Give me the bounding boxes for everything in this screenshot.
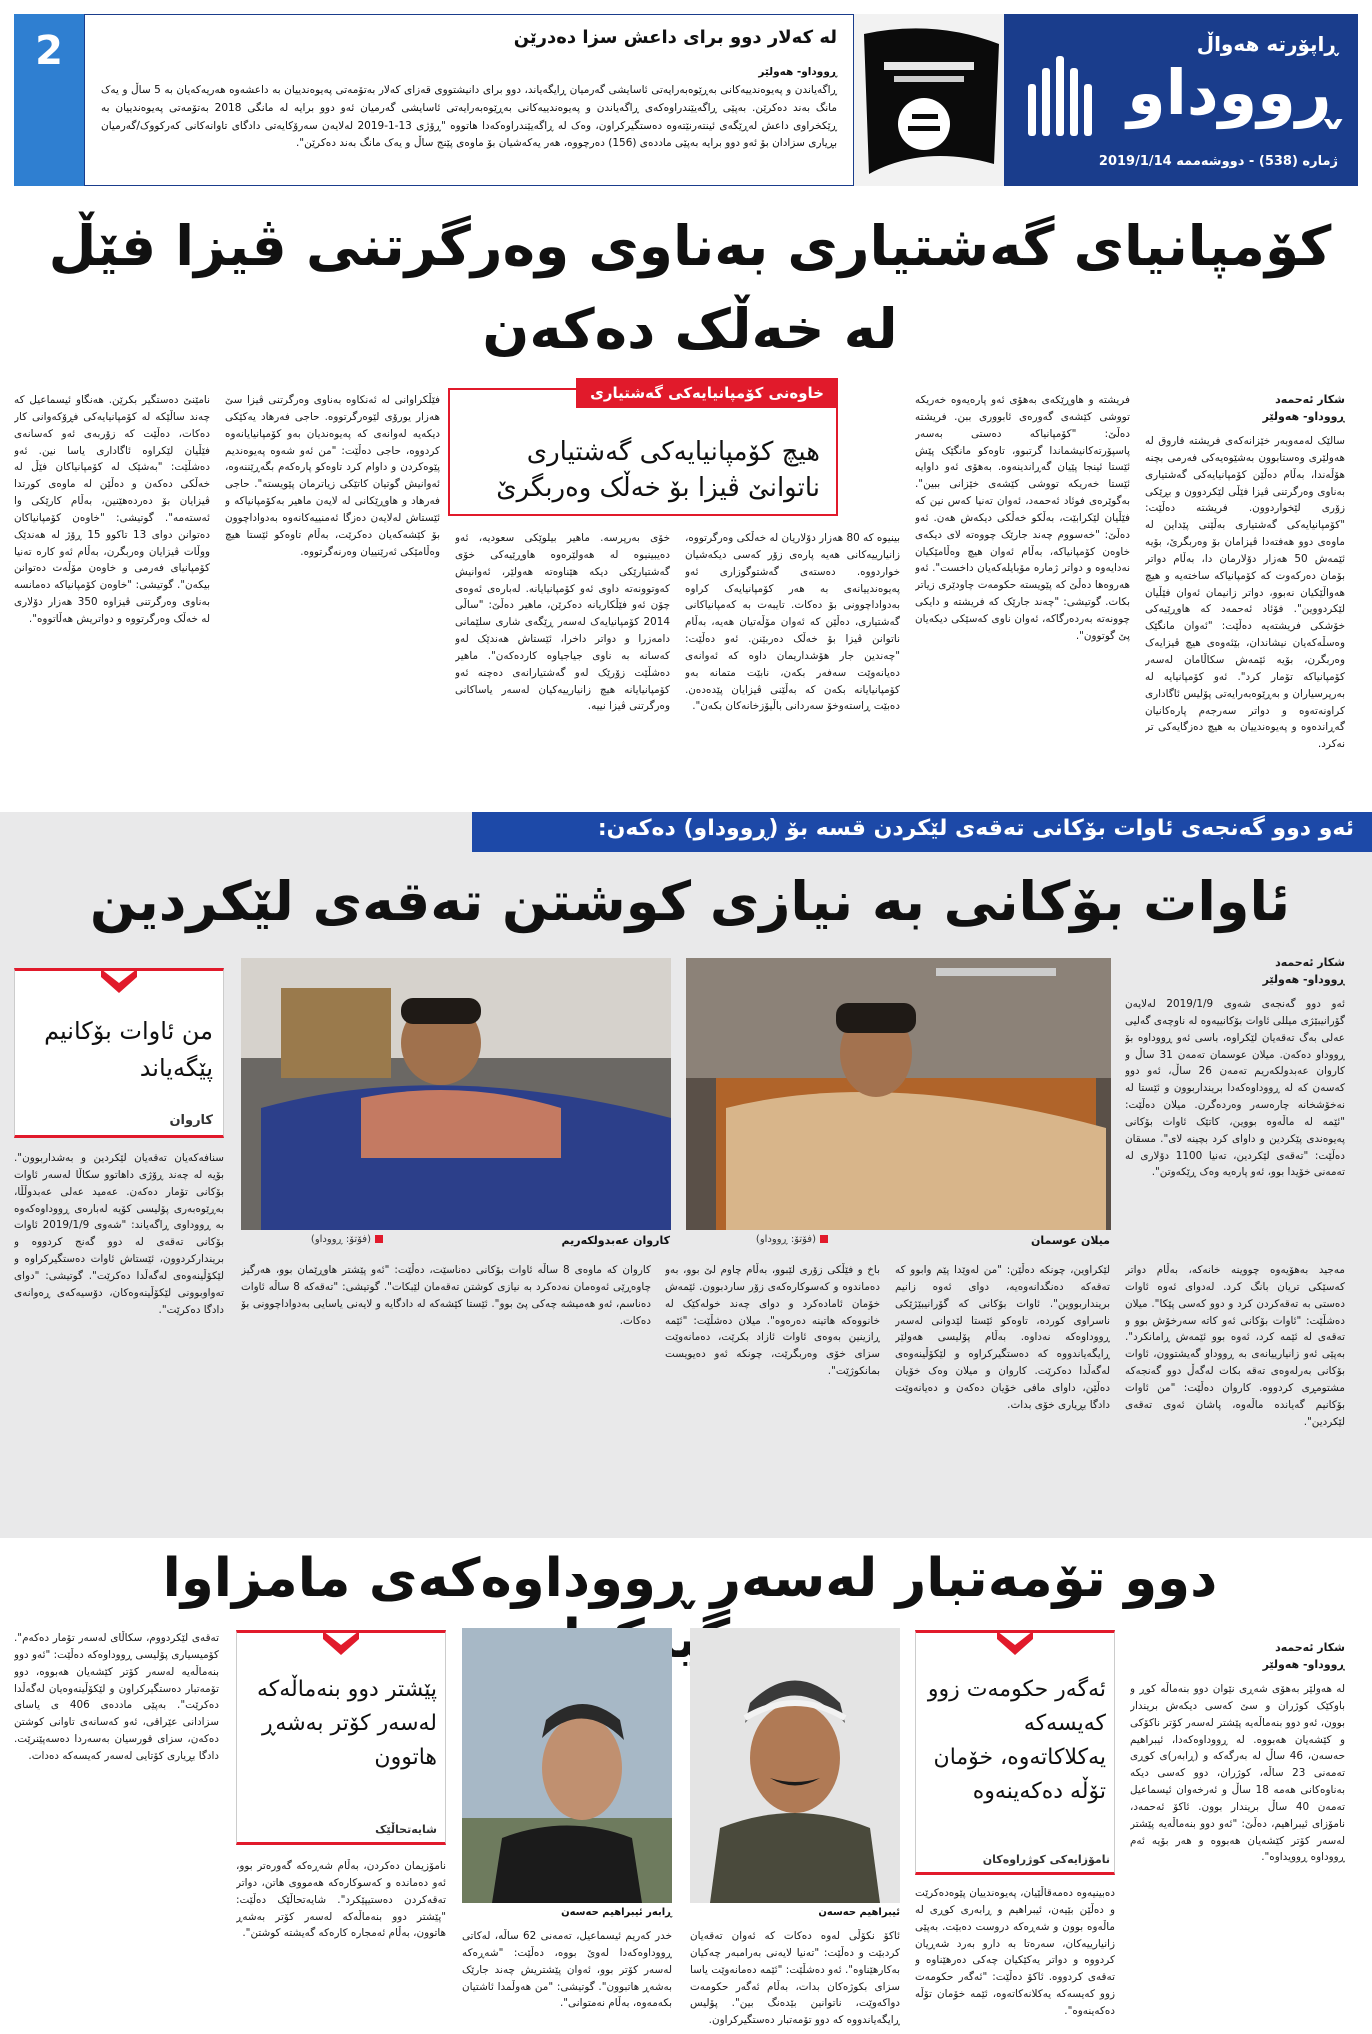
- story2-column-4: [665, 1262, 880, 1530]
- story1-col5-text: فێڵکراوانی لە ئەنکاوە بەناوی وەرگرتنی ڤیزا سێ هەزار یورۆی لێوەرگرتووە. حاجی فەرهاد یەکێکی دیکەیە لەوانەی کە پەیوەندیان بەو کۆمپانیایانەوە کردووە، حاجی دەڵێت: "من ئەو شەوە پەیوەندیم پێوەکردن و داوام کرد تاوەکو پارەکەم بگەڕێننەوە، ئەوانیش گوتیان کاتێکی زیاترمان پێویستە". حاجی فەرهاد و هاوڕێکانی لە لایەن ماهیر بەکۆمپانیاکە و ئێستاش لەلایەن دەزگا ئەمنییەکانەوە بەدواداچوون بۆ کێشەکەیان دەکرێت، بەڵام تاوەکو ئێستا هیچ وەڵامێکی ئەرێنییان وەرنەگرتووە.: [225, 394, 440, 558]
- story1-byline: [1145, 392, 1345, 425]
- top-news-box: [84, 14, 854, 186]
- story2-col5-text: کاروان کە ماوەی 8 ساڵە ئاوات بۆکانی دەناسێت، دەڵێت: "ئەو پێشتر هاوڕێمان بوو، هەرگیز چاوەڕێی ئەوەمان نەدەکرد بە نیازی کوشتن تەقەمان لێبکات". گوتیشی: "تەقەکە 8 ساڵە ئاوات دەناسم، ئەو هەمیشە چەکی پێ بوو". ئێستا کێشەکە لە دادگایە و لایەنی یاسایی بەدواداچوونی بۆ دەکات.: [241, 1264, 651, 1327]
- story3-photo-raber: [462, 1628, 672, 1903]
- story3-col2-text: دەبینیەوە دەمەقاڵێیان، پەیوەندییان پێوەدەکرێت و دەڵێن بێیەن، ئیبراهیم و ڕابەری کوڕی لە ماڵەوە بوون و شەڕەکە دروست دەبێت. بەپێی زانیارییەکان، سەرەتا بە دارو بەرد شەڕیان کردووە و دواتر یەکێکیان چەکی دەرهێناوە و تەقەی کردووە. ئاکۆ دەڵێت: "ئەگەر حکومەت زوو کەیسەکە یەکلانەکاتەوە، ئێمە خۆمان تۆڵە دەکەینەوە".: [915, 1887, 1115, 2017]
- isis-flag-photo: [854, 14, 1004, 186]
- story1-byline-place: ڕووداو- هەولێر: [1262, 409, 1345, 423]
- story2-column-2: [1125, 1262, 1345, 1530]
- story3-column-4: [462, 1928, 672, 2030]
- page-number: 2: [35, 28, 63, 74]
- portrait-image: [690, 1628, 900, 1903]
- story1-col1-text: سالێک لەمەوبەر خێزانەکەی فریشتە فاروق لە هەولێری وەستابوون بەشێوەیەکی فەرمی بچنە هۆڵەندا، بەڵام دەڵێن کۆمپانیایەکی گەشتیاری بەناوی وەرگرتنی ڤیزا فێڵی لێکردوون و بڕێکی زۆری لێخواردوون. فریشتە دەڵێت: "کۆمپانیایەکی گەشتیاری بەڵێنی پێداین لە ماوەی دوو هەفتەدا ڤیزامان بۆ وەربگرێ، بۆیە ئێمەش 50 هەزار دۆلارمان دا، بەڵام دواتر بۆمان دەرکەوت کە کۆمپانیاکە ساختەیە و هیچ هەواڵێکیان نەبوو، دواتر زانیمان ئەوان فێڵیان لێکردووین". فۆئاد ئەحمەد کە هاوڕێیەکی خۆشکی فریشتەیە دەڵێت: "ئەوان مانگێک وەسڵەکەیان نیشاندان، بێئەوەی هیچ ڤیزایەک وەربگرن، بۆیە ئێمەش سکاڵامان لەسەر کۆمپانیاکە تۆمار کرد". ئەو کۆمپانیایە لە بەرپرسیاران و بەڕێوەبەرایەتی پۆلیس ئاگاداری کراونەتەوە و دواتر سەرجەم پارەکانیان گەڕاندەوە و پەیوەندییان بە هیچ دەزگایەکی تر نەکرد.: [1145, 435, 1345, 751]
- story3-quote2-text: پێشتر دوو بنەماڵەکە لەسەر کۆتر بەشەڕ هاتوون: [256, 1677, 437, 1771]
- brand-name: ڕووداو: [1127, 56, 1338, 129]
- story3-quote-box-2: [236, 1630, 446, 1845]
- story1-column-2: [915, 392, 1130, 792]
- photo1-credit: (فۆتۆ: ڕووداو): [688, 1234, 828, 1245]
- story1-column-5: [225, 392, 440, 792]
- story2-col4-text: باخ و فێڵکی زۆری لێبوو، بەڵام چاوم لێ بوو، بەو دەماندوە و کەسوکارەکەی زۆر ساردبوون. ئێمەش خۆمان ئامادەکرد و دوای چەند خولەکێک لە خانووەکە هاتینە دەرەوە". میلان دەشڵێت: "ئێمە ڕازینین بەوەی ئاوات ئازاد بکرێت، دەمانەوێت سزای خۆی وەربگرێت، چونکە ئەو دەیویست بمانکوژێت".: [665, 1264, 880, 1378]
- chevron-down-icon: [995, 1629, 1035, 1657]
- story1-col3-text: بینیوە کە 80 هەزار دۆلاریان لە خەڵکی وەرگرتووە، زانیارییەکانی هەیە پارەی زۆر کەسی دیکەشیان خواردووە. دەستەی گەشتوگوزاری ئەو پەیوەندییانەی بە هەر کۆمپانیایەک کراوە بەدواداچوونی بۆ دەکات. تایبەت بە کەمپانیاکانی گەشتیاری، دەڵێن کە ئەوان مۆڵەتیان هەیە، بەڵام ناتوانن ڤیزا بۆ خەڵک دەربێنن. ئەو دەڵێت: "چەندین جار هۆشداریمان داوە کە ئەوانەی دەیانەوێت سەفەر بکەن، نابێت متمانە بەو کۆمپانیایانە بکەن کە بەڵێنی ڤیزایان پێدەدەن. دەبێت ڕاستەوخۆ سەردانی باڵیۆزخانەکان بکەن".: [685, 532, 900, 713]
- flag-image: [854, 14, 1004, 186]
- chevron-down-icon: [99, 967, 139, 995]
- story3-quote-box-1: [915, 1630, 1115, 1875]
- story3-headline: دوو تۆمەتبار لەسەر ڕووداوەکەی مامزاوا: [162, 1548, 1218, 1609]
- story3-column-6: [14, 1630, 219, 2030]
- top-news-text: ڕاگەیاندن و پەیوەندییەکانی بەڕێوەبەرایەتی ئاسایشی گەرمیان ڕایگەیاند، دوو برای دانیشتووی قەزای کەلار بەتۆمەتی پەیوەندییان بە داعشەوە هەریەکەیان بە 5 ساڵ و یەک مانگ بەند دەکرێن. بەپێی ڕاگەیێندراوەکەی ڕاگەیاندن و پەیوەندییەکانی بەڕێوەبەرایەتی ئاسایشی گەرمیان ئەو دوو برایە لە مانگی 2018 بەتۆمەتی پەیوەندییان بە ڕێکخراوی داعش لەڕێگەی ئینتەرنێتەوە دەستگیرکراون، وەک لە ڕاگەیێندراوەکەدا هاتووە "ڕۆژی 13-1-2019 لەلایەن سەرۆکایەتی دادگای تاوانەکانی کەرکووک/گەرمیان بڕیاری سزادان بۆ ئەو دوو برایە بەپێی ماددەی (156) دەرچووە، هەر یەکەشیان بۆ ماوەی پێنج ساڵ و یەک مانگ بەند دەکرێن".: [101, 83, 837, 150]
- story1-pull-quote-box: [448, 384, 838, 516]
- hospital-patient-image: [241, 958, 671, 1230]
- story3-col3-text: ئاکۆ نکۆڵی لەوە دەکات کە ئەوان تەقەیان کردبێت و دەڵێت: "تەنیا لایەنی بەرامبەر چەکیان بەکارهێناوە". ئەو دەشڵێت: "ئێمە دەمانەوێت یاسا سزای بکوژەکان بدات، بەڵام ئەگەر حکومەت دواکەوێت، ناتوانین بێدەنگ بین". پۆلیس ڕایگەیاندووە کە دوو تۆمەتبار دەستگیرکراون.: [690, 1930, 900, 2027]
- story2-col2-text: مەجید بەهۆیەوە چووینە خانەکە، بەڵام دواتر کەسێکی تریان بانگ کرد. لەدوای ئەوە ئاوات دەستی بە تەقەکردن کرد و دوو کەسی پێکا". میلان دەشڵێت: "ئاوات بۆکانی ئەو کاتە سەرخۆش بوو و تەقەی لە ئێمە کرد، ئەوە بوو ئێمەش ڕامانکرد". بەپێی ئەو زانیارییانەی بە ڕووداو گەیشتوون، ئاوات بۆکانی بەرلەوەی تەقە بکات لەگەڵ دوو گەنجەکە مشتومڕی کردووە. کاروان دەڵێت: "من ئاوات بۆکانیم گەیاندە ماڵەوە، پاشان ئەوی تەقەی لێکردین".: [1125, 1264, 1345, 1428]
- story2-column-3: [895, 1262, 1110, 1530]
- portrait-image: [462, 1628, 672, 1903]
- story1-column-3: [685, 530, 900, 792]
- story2-column-6: [14, 1150, 224, 1530]
- photo2-credit: (فۆتۆ: ڕووداو): [243, 1234, 383, 1245]
- story3-col5-text: نامۆزیمان دەکردن، بەڵام شەڕەکە گەورەتر بوو، ئەو دەماندە و کەسوکارەکە هەمووی هاتن، دواتر تەقەکردن دەستیپێکرد". شایەتحاڵێک دەڵێت: "پێشتر دوو بنەماڵەکە لەسەر کۆتر بەشەڕ هاتوون، بەڵام ئەمجارە کارەکە گەیشتە کوشتن".: [236, 1860, 446, 1940]
- story2-byline: [1125, 955, 1345, 988]
- story1-col6-text: نامێنێ دەستگیر بکرێن. هەنگاو ئیسماعیل کە چەند ساڵێکە لە کۆمپانیایەکی فڕۆکەوانی کار دەکات، دەڵێت کە زۆربەی ئەو کەسانەی فێڵیان لێکراوە ئاگاداری یاسا نین. ئەو دەشڵێت: "بەشێک لە کۆمپانیاکان فێڵ لە خەڵکی دەکەن و دەڵێن لە ماوەی کورتدا ڤیزایان بۆ دەردەهێنین، بەڵام کارێکی وا ئەستەمە". گوتیشی: "خاوەن کۆمپانیاکان دەتوانن دوای 13 تاکوو 15 ڕۆژ لە هەندێک ووڵات ڤیزایان وەربگرن، بەڵام ئەو کارە تەنیا کۆمپانیای فەرمی و خاوەن مۆڵەت دەتوانن بیکەن". گوتیشی: "خاوەن کۆمپانیاکە دەمانسە بەناوی وەرگرتنی ڤیزاوە 350 هەزار دۆلاری لە خەڵک وەرگرتووە و دواتریش هەڵاتووە".: [14, 394, 210, 625]
- story2-byline-name: شکار ئەحمەد: [1275, 956, 1345, 969]
- brand-sunburst-icon: [1014, 34, 1104, 144]
- story1-column-1: [1145, 392, 1345, 792]
- story3-byline-place: ڕووداو- هەولێر: [1262, 1657, 1345, 1671]
- story2-banner-strip: [0, 812, 1372, 852]
- story2-column-1: [1125, 955, 1345, 1255]
- brand-logo-block: [1004, 14, 1358, 186]
- photo2-caption: کاروان عەبدولکەریم: [561, 1234, 670, 1247]
- story1-byline-name: شکار ئەحمەد: [1275, 393, 1345, 406]
- story1-col4-text: خۆی بەرپرسە. ماهیر بیلوێکی سعودیە، ئەو دەیبینیوە لە هەولێرەوە هاوڕێیەکی خۆی گەشتیارێکی دیکە هێناوەتە هەولێر، ئەوانیش کەوتوونەتە داوی ئەو کۆمپانیایانە. لەبارەی ئەوەی چۆن ئەو فێڵکاریانە دەکرێن، ماهیر دەڵێ: "ساڵی 2014 کۆمپانیایەک لەسەر ڕێگەی شاری سلێمانی دامەزرا و دواتر داخرا، ئێستاش هەندێک لەو کەسانە بە ناوی جیاجیاوە کاردەکەن". ماهیر دەشڵێت زۆرێک لەو گەشتیارانەی دەچنە ئەو کۆمپانیایانە هیچ زانیارییەکیان لەسەر یاساکانی وەرگرتنی ڤیزا نییە.: [455, 532, 670, 713]
- story3-col4-text: خدر کەریم ئیسماعیل، تەمەنی 62 ساڵە، لەکاتی ڕووداوەکەدا لەوێ بووە، دەڵێت: "شەڕەکە لەسەر کۆتر بوو، ئەوان پێشتریش چەند جارێک بەشەڕ هاتبوون". گوتیشی: "من هەوڵمدا ئاشتیان بکەمەوە، بەڵام نەمتوانی".: [462, 1930, 672, 2010]
- story1-headline: کۆمپانیای گەشتیاری بەناوی وەرگرتنی ڤیزا فێڵ لە خەڵک دەکەن: [48, 214, 1332, 361]
- story2-headline: ئاوات بۆکانی بە نیازی کوشتن تەقەی لێکردین: [89, 870, 1291, 933]
- issue-line: ژمارە (538) - دووشەممە 2019/1/14: [1098, 154, 1338, 169]
- story1-column-6: [14, 392, 210, 792]
- story1-column-4: [455, 530, 670, 792]
- story3-photo2-caption: ڕابەر ئیبراهیم حەسەن: [561, 1907, 672, 1918]
- story2-column-5: [241, 1262, 651, 1530]
- story1-col2-text: فریشتە و هاوڕێکەی بەهۆی ئەو پارەیەوە خەریکە تووشی کێشەی گەورەی ئابووری ببن. فریشتە دەڵێ: "کۆمپانیاکە دەستی بەسەر پاسپۆرتەکانیشماندا گرتبوو، تاوەکو مانگێک پێش ئێستا ئینجا پێیان گەڕاندینەوە. بەهۆی ئەو داوایە ئێستا خەریکە تووشی کێشەی خێزانی ببین". بەگوێرەی فوئاد ئەحمەد، ئەوان تەنیا کەس نین کە فێڵیان لێکرابێت، بەڵکو خەڵکی دیکەش هەن. ئەو دەڵێ: "خەسووم چەند جارێک چووەتە لای دیکەی خاوەن کۆمپانیاکە، بەڵام ئەوان هیچ وەڵامێکیان نەدایەوە و دواتر ژمارە مۆبایلەکەیان داخست". ئەو هەروەها دەڵێ کە پێویستە حکومەت چاودێری زیاتر بکات. گوتیشی: "چەند جارێک کە فریشتە و دایکی چوونەتە بەردەرگاکە، ئەوان ناوی کەسێکی دیکەیان پێ گوتوون".: [915, 394, 1130, 642]
- page-number-box: [14, 14, 84, 186]
- masthead: [14, 14, 1358, 186]
- pull-quote-text: هیچ کۆمپانیایەکی گەشتیاری ناتوانێ ڤیزا بۆ خەڵک وەربگرێ: [496, 437, 820, 504]
- story2-quote-source: کاروان: [169, 1113, 213, 1128]
- story3-quote1-text: ئەگەر حکومەت زوو کەیسەکە یەکلاکاتەوە، خۆمان تۆڵە دەکەینەوە: [927, 1677, 1106, 1805]
- story2-byline-place: ڕووداو- هەولێر: [1262, 972, 1345, 986]
- story3-photo1-caption: ئیبراهیم حەسەن: [818, 1907, 900, 1918]
- story3-quote1-source: نامۆزایەکی کوژراوەکان: [982, 1853, 1110, 1866]
- story2-quote-box: [14, 968, 224, 1138]
- story2-quote-text: من ئاوات بۆکانیم پێگەیاند: [44, 1017, 213, 1083]
- story3-byline: [1130, 1640, 1345, 1673]
- story2-photo-milan: [686, 958, 1111, 1230]
- story3-byline-name: شکار ئەحمەد: [1275, 1641, 1345, 1654]
- top-news-title: لە کەلار دوو برای داعش سزا دەدرێن: [513, 27, 837, 48]
- story3-column-5: [236, 1858, 446, 2030]
- story2-photo-karwan: [241, 958, 671, 1230]
- story3-col1-text: لە هەولێر بەهۆی شەڕی نێوان دوو بنەماڵە کوڕ و باوکێک کوژران و سێ کەسی دیکەش بریندار بوون، ئەو دوو بنەماڵەیە پێشتر لەسەر کۆتر ناکۆکی و کێشەیان هەبووە. لە ڕووداوەکەدا، ئیبراهیم حەسەن، 46 ساڵ لە بەرگەکە و (ڕابەر)ی کوڕی تەمەنی 23 ساڵە، کوژران، دوو کەسی دیکە بەناوەکانی هەمە 18 ساڵ و ئەرخەوان ئیسماعیل تەمەن 40 ساڵ بریندار بوون. ئاکۆ ئەحمەد، نامۆزای ئیبراهیم، دەڵێ: "ئەو دوو بنەماڵەیە پێشتر لەسەر کۆتر کێشەیان هەبووە و هەر بۆیە ئەم ڕووداوە ڕوویداوە".: [1130, 1683, 1345, 1864]
- pull-quote-tag: خاوەنی کۆمپانیایەکی گەشتیاری: [576, 378, 838, 408]
- top-news-body: [101, 64, 837, 153]
- story3-column-2: [915, 1885, 1115, 2030]
- brand-tagline: ڕاپۆرتە هەواڵ: [1196, 32, 1338, 56]
- story3-column-3: [690, 1928, 900, 2030]
- chevron-down-icon: [321, 1629, 361, 1657]
- story3-column-1: [1130, 1640, 1345, 2030]
- story2-col6-text: سنافەکەیان تەقەیان لێکردین و بەشداربوون". بۆیە لە چەند ڕۆژی داهاتوو سکاڵا لەسەر ئاوات بۆکانی تۆمار دەکەن. عەمید عەلی عەبدوڵڵا، بەڕێوەبەری پۆلیسی کۆیە لەبارەی ڕووداوەکەوە بە ڕووداوی ڕاگەیاند: "شەوی 2019/1/9 ئاوات بۆکانی تەقەی لە دوو گەنج کردووە و بریندارکردوون، ئێستاش ئاوات دەستگیرکراوە و لێکۆڵینەوەی لەگەڵدا دەکرێت". گوتیشی: "دوای تەواوبوونی لێکۆڵینەوەکان، دۆسیەکەی ڕەوانەی دادگا دەکرێت".: [14, 1152, 224, 1316]
- story2-col3-text: لێکراوین، چونکە دەڵێن: "من لەوێدا پێم وابوو کە تەقەکە دەنگدانەوەیە، دوای ئەوە زانیم برینداربووین". ئاوات بۆکانی کە گۆرانیبێژێکی ناسراوی کوردە، تاوەکو ئێستا لێدوانی لەسەر ڕووداوەکە نەداوە. بەڵام پۆلیسی هەولێر ڕایگەیاندووە کە دەستگیرکراوە و لێکۆڵینەوەی لەگەڵدا دەکرێت. کاروان و میلان وەک خۆیان دەڵێن، داوای مافی خۆیان دەکەن و دەیانەوێت دادگا بڕیاری خۆی بدات.: [895, 1264, 1110, 1411]
- story3-photo-ibrahim: [690, 1628, 900, 1903]
- story3-quote2-source: شایەتحاڵێک: [375, 1823, 437, 1836]
- hospital-patient-image: [686, 958, 1111, 1230]
- photo1-caption: میلان عوسمان: [1031, 1234, 1110, 1247]
- story2-banner: ئەو دوو گەنجەی ئاوات بۆکانی تەقەی لێکردن قسە بۆ (ڕووداو) دەکەن:: [472, 812, 1372, 852]
- story3-col6-text: تەقەی لێکردووم، سکاڵای لەسەر تۆمار دەکەم". کۆمیسیاری پۆلیسی ڕووداوەکە دەڵێت: "ئەو دوو بنەماڵەیە لەسەر کۆتر کێشەیان هەبووە، دوو تۆمەتبار دەستگیرکراون و لێکۆڵینەوەیان لەگەڵدا دەکرێت". بەپێی ماددەی 406 ی یاسای سزادانی عێراقی، ئەو کەسانەی تاوانی کوشتن دەکەن، سزای قورسیان بەسەردا دەسەپێنرێت. دادگا بڕیاری کۆتایی لەسەر کەیسەکە دەدات.: [14, 1632, 219, 1762]
- top-news-byline: ڕووداو- هەولێر: [758, 66, 837, 78]
- story2-col1-text: ئەو دوو گەنجەی شەوی 2019/1/9 لەلایەن گۆرانیبێژی میللی ئاوات بۆکانییەوە لە ناوچەی گەلیی عەلی بەگ تەقەیان لێکراوە، باسی ئەو ڕووداوە بۆ ڕووداو دەکەن. میلان عوسمان تەمەن 31 ساڵ و کاروان عەبدولکەریم تەمەن 26 ساڵ، ئەو دوو کەسەن کە لە ڕووداوەکەدا برینداربوون و ئێستا لە نەخۆشخانە چارەسەر وەردەگرن. میلان دەڵێت: "ئێمە لە ماڵەوە بووین، کاتێک ئاوات بۆکانی پەیوەندی پێکردین و داوای کرد بچینە لای". مسقان دەڵێت: "تەقەی لێکردین، تەنیا 1100 دۆلاری لە تەمەنی خۆیدا بوو، ئەو پارەیە وەک ڕێکەوتن".: [1125, 998, 1345, 1179]
